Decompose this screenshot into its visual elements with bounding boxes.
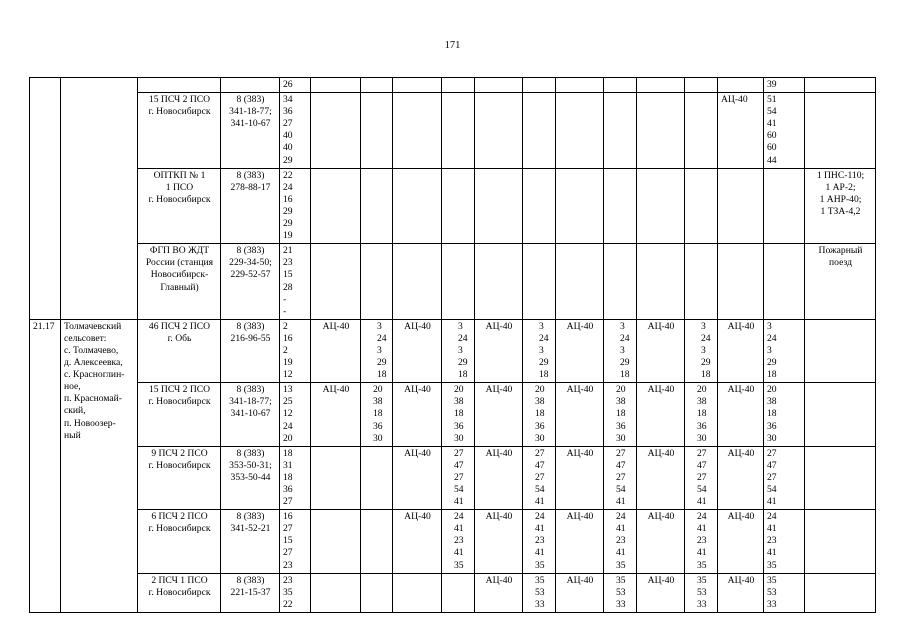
vehicle-cell: АЦ-40	[718, 383, 764, 446]
table-row	[30, 510, 876, 573]
unit-cell: 15 ПСЧ 2 ПСО г. Новосибирск	[138, 383, 221, 446]
vehicle-cell: АЦ-40	[637, 319, 685, 382]
phone-cell	[221, 78, 280, 93]
table-row	[30, 78, 876, 93]
time-cell	[764, 244, 805, 320]
time-cell: 39	[764, 78, 805, 93]
table-row	[30, 244, 876, 320]
fire-units-table	[29, 77, 876, 613]
distance-cell: 18 31 18 36 27	[280, 446, 311, 509]
vehicle-cell	[311, 573, 361, 612]
phone-cell: 8 (383) 221-15-37	[221, 573, 280, 612]
distance-cell: 16 27 15 27 23	[280, 510, 311, 573]
phone-cell: 8 (383) 341-18-77; 341-10-67	[221, 383, 280, 446]
time-cell	[764, 168, 805, 244]
unit-cell: 9 ПСЧ 2 ПСО г. Новосибирск	[138, 446, 221, 509]
time-cell: 24 41 23 41 35	[685, 510, 718, 573]
time-cell: 35 53 33	[523, 573, 556, 612]
note-cell	[805, 319, 876, 382]
time-cell: 24 41 23 41 35	[442, 510, 475, 573]
note-cell	[805, 93, 876, 169]
table-row	[30, 168, 876, 244]
vehicle-cell: АЦ-40	[311, 319, 361, 382]
vehicle-cell: АЦ-40	[718, 510, 764, 573]
vehicle-cell: АЦ-40	[637, 446, 685, 509]
time-cell: 20 38 18 36 30	[442, 383, 475, 446]
time-cell: 35 53 33	[604, 573, 637, 612]
page-number: 171	[444, 40, 461, 51]
vehicle-cell: АЦ-40	[393, 383, 442, 446]
table-row	[30, 383, 876, 446]
time-cell: 35 53 33	[685, 573, 718, 612]
distance-cell: 34 36 27 40 40 29	[280, 93, 311, 169]
vehicle-cell: АЦ-40	[637, 383, 685, 446]
vehicle-cell: АЦ-40	[718, 93, 764, 169]
vehicle-cell: АЦ-40	[556, 383, 604, 446]
vehicle-cell: АЦ-40	[475, 510, 523, 573]
note-cell: Пожарный поезд	[805, 244, 876, 320]
time-cell: 3 24 3 29 18	[361, 319, 393, 382]
time-cell: 3 24 3 29 18	[442, 319, 475, 382]
time-cell: 24 41 23 41 35	[604, 510, 637, 573]
vehicle-cell: АЦ-40	[311, 383, 361, 446]
time-cell	[361, 510, 393, 573]
note-cell: 1 ПНС-110; 1 АР-2; 1 АНР-40; 1 ТЗА-4,2	[805, 168, 876, 244]
vehicle-cell	[718, 244, 764, 320]
vehicle-cell: АЦ-40	[475, 446, 523, 509]
time-cell	[442, 573, 475, 612]
note-cell	[805, 573, 876, 612]
time-cell: 3 24 3 29 18	[604, 319, 637, 382]
vehicle-cell: АЦ-40	[637, 510, 685, 573]
phone-cell: 8 (383) 353-50-31; 353-50-44	[221, 446, 280, 509]
time-cell: 20 38 18 36 30	[604, 383, 637, 446]
distance-cell: 23 35 22	[280, 573, 311, 612]
vehicle-cell: АЦ-40	[393, 510, 442, 573]
vehicle-cell: АЦ-40	[393, 319, 442, 382]
time-cell: 24 41 23 41 35	[764, 510, 805, 573]
distance-cell: 22 24 16 29 29 19	[280, 168, 311, 244]
vehicle-cell: АЦ-40	[718, 573, 764, 612]
vehicle-cell: АЦ-40	[556, 510, 604, 573]
time-cell: 27 47 27 54 41	[764, 446, 805, 509]
vehicle-cell: АЦ-40	[556, 446, 604, 509]
vehicle-cell	[311, 446, 361, 509]
note-cell	[805, 446, 876, 509]
vehicle-cell: АЦ-40	[475, 573, 523, 612]
phone-cell: 8 (383) 278-88-17	[221, 168, 280, 244]
unit-cell: 6 ПСЧ 2 ПСО г. Новосибирск	[138, 510, 221, 573]
note-cell	[805, 510, 876, 573]
phone-cell: 8 (383) 341-18-77; 341-10-67	[221, 93, 280, 169]
table-row	[30, 93, 876, 169]
phone-cell: 8 (383) 216-96-55	[221, 319, 280, 382]
time-cell	[361, 573, 393, 612]
phone-cell: 8 (383) 229-34-50; 229-52-57	[221, 244, 280, 320]
settlement-cell	[61, 78, 138, 320]
unit-cell: ФГП ВО ЖДТ России (станция Новосибирск- Главный)	[138, 244, 221, 320]
time-cell: 51 54 41 60 60 44	[764, 93, 805, 169]
vehicle-cell	[718, 168, 764, 244]
vehicle-cell: АЦ-40	[637, 573, 685, 612]
vehicle-cell	[393, 573, 442, 612]
index-cell	[30, 78, 61, 320]
time-cell: 27 47 27 54 41	[604, 446, 637, 509]
table-row	[30, 573, 876, 612]
unit-cell: 46 ПСЧ 2 ПСО г. Обь	[138, 319, 221, 382]
time-cell: 20 38 18 36 30	[361, 383, 393, 446]
time-cell: 20 38 18 36 30	[764, 383, 805, 446]
time-cell: 3 24 3 29 18	[685, 319, 718, 382]
table-row	[30, 446, 876, 509]
settlement-cell: Толмачевский сельсовет: с. Толмачево, д. Алексеевка, с. Красноглин- ное, п. Красномай- ский, п. Новоозер- ный	[61, 319, 138, 612]
distance-cell: 21 23 15 28 - -	[280, 244, 311, 320]
vehicle-cell	[311, 510, 361, 573]
time-cell: 27 47 27 54 41	[685, 446, 718, 509]
unit-cell: 2 ПСЧ 1 ПСО г. Новосибирск	[138, 573, 221, 612]
vehicle-cell: АЦ-40	[475, 319, 523, 382]
distance-cell: 2 16 2 19 12	[280, 319, 311, 382]
vehicle-cell: АЦ-40	[556, 573, 604, 612]
unit-cell	[138, 78, 221, 93]
time-cell: 3 24 3 29 18	[523, 319, 556, 382]
vehicle-cell: АЦ-40	[393, 446, 442, 509]
time-cell: 27 47 27 54 41	[442, 446, 475, 509]
time-cell: 20 38 18 36 30	[523, 383, 556, 446]
time-cell: 3 24 3 29 18	[764, 319, 805, 382]
index-cell: 21.17	[30, 319, 61, 612]
vehicle-cell: АЦ-40	[718, 319, 764, 382]
vehicle-cell: АЦ-40	[718, 446, 764, 509]
time-cell	[361, 446, 393, 509]
note-cell	[805, 78, 876, 93]
distance-cell: 26	[280, 78, 311, 93]
time-cell: 24 41 23 41 35	[523, 510, 556, 573]
unit-cell: 15 ПСЧ 2 ПСО г. Новосибирск	[138, 93, 221, 169]
time-cell: 35 53 33	[764, 573, 805, 612]
vehicle-cell: АЦ-40	[475, 383, 523, 446]
unit-cell: ОПТКП № 1 1 ПСО г. Новосибирск	[138, 168, 221, 244]
time-cell: 27 47 27 54 41	[523, 446, 556, 509]
distance-cell: 13 25 12 24 20	[280, 383, 311, 446]
time-cell: 20 38 18 36 30	[685, 383, 718, 446]
vehicle-cell: АЦ-40	[556, 319, 604, 382]
table-row	[30, 319, 876, 382]
phone-cell: 8 (383) 341-52-21	[221, 510, 280, 573]
note-cell	[805, 383, 876, 446]
